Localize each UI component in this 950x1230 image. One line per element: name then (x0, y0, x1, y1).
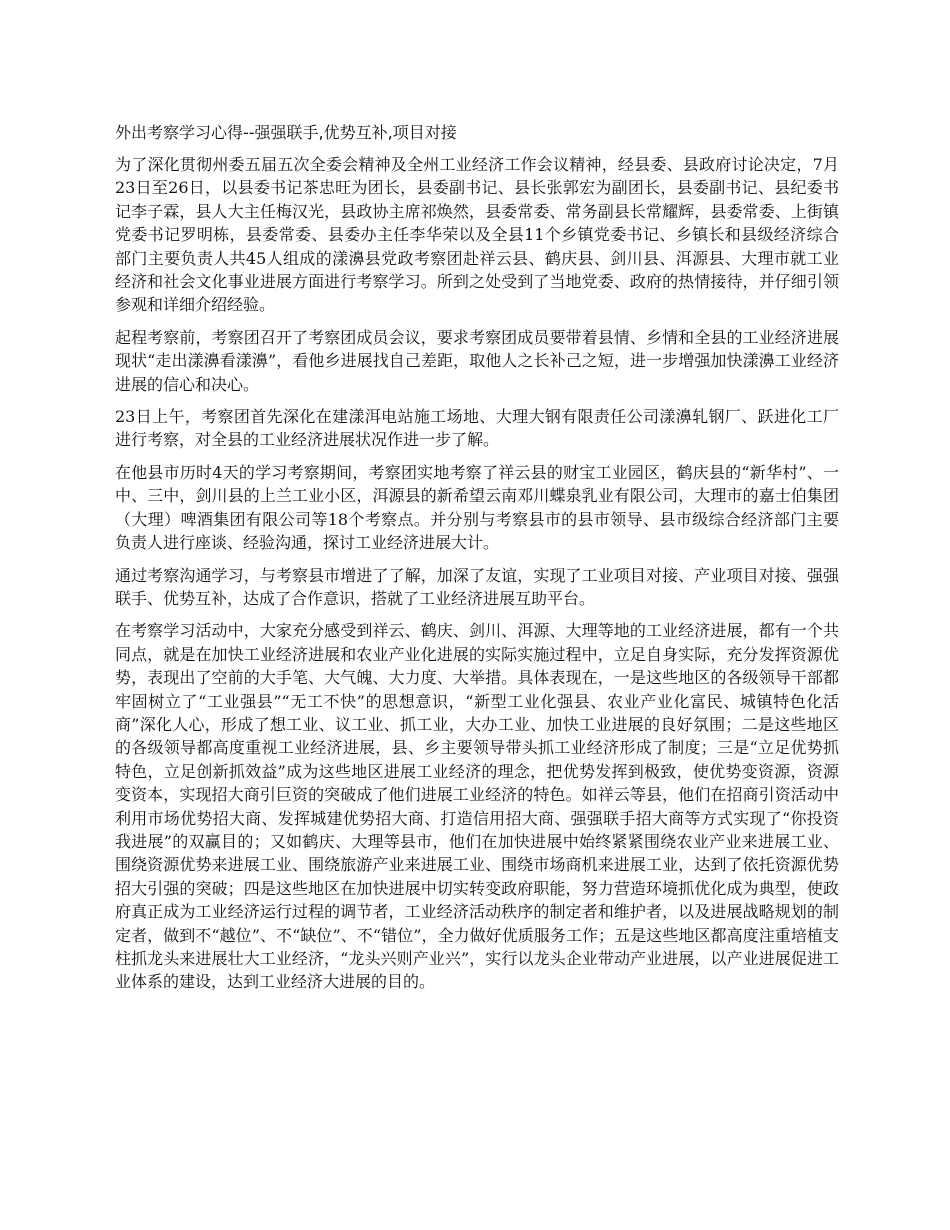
paragraph-observations: 在考察学习活动中，大家充分感受到祥云、鹤庆、剑川、洱源、大理等地的工业经济进展，都有一个共同点，就是在加快工业经济进展和农业产业化进展的实际实施过程中，立足自身实际，充分发挥资源优势，表现出了空前的大手笔、大气魄、大力度、大举措。具体表现在，一是这些地区的各级领导干部都牢固树立了“工业强县”“无工不快”的思想意识，“新型工业化强县、农业产业化富民、城镇特色化活商”深化人心，形成了想工业、议工业、抓工业，大办工业、加快工业进展的良好氛围；二是这些地区的各级领导都高度重视工业经济进展，县、乡主要领导带头抓工业经济形成了制度；三是“立足优势抓特色，立足创新抓效益”成为这些地区进展工业经济的理念，把优势发挥到极致，使优势变资源，资源变资本，实现招大商引巨资的突破成了他们进展工业经济的特色。如祥云等县，他们在招商引资活动中利用市场优势招大商、发挥城建优势招大商、打造信用招大商、强强联手招大商等方式实现了“你投资我进展”的双赢目的；又如鹤庆、大理等县市，他们在加快进展中始终紧紧围绕农业产业来进展工业、围绕资源优势来进展工业、围绕旅游产业来进展工业、围绕市场商机来进展工业，达到了依托资源优势招大引强的突破；四是这些地区在加快进展中切实转变政府职能，努力营造环境抓优化成为典型，使政府真正成为工业经济运行过程的调节者，工业经济活动秩序的制定者和维护者，以及进展战略规划的制定者，做到不“越位”、不“缺位”、不“错位”，全力做好优质服务工作；五是这些地区都高度注重培植支柱抓龙头来进展壮大工业经济，“龙头兴则产业兴”，实行以龙头企业带动产业进展，以产业进展促进工业体系的建设，达到工业经济大进展的目的。 (115, 621, 839, 992)
paragraph-first-day: 23日上午，考察团首先深化在建漾洱电站施工场地、大理大钢有限责任公司漾濞轧钢厂、跃进化工厂进行考察，对全县的工业经济进展状况作进一步了解。 (115, 407, 839, 450)
paragraph-four-day-visit: 在他县市历时4天的学习考察期间，考察团实地考察了祥云县的财宝工业园区，鹤庆县的“新华村”、一中、三中，剑川县的上兰工业小区，洱源县的新希望云南邓川蝶泉乳业有限公司，大理市的嘉士伯集团（大理）啤酒集团有限公司等18个考察点。并分别与考察县市的县市领导、县市级综合经济部门主要负责人进行座谈、经验沟通，探讨工业经济进展大计。 (115, 462, 839, 553)
paragraph-pre-trip-meeting: 起程考察前，考察团召开了考察团成员会议，要求考察团成员要带着县情、乡情和全县的工业经济进展现状“走出漾濞看漾濞”，看他乡进展找自己差距，取他人之长补己之短，进一步增强加快漾濞工业经济进展的信心和决心。 (115, 327, 839, 394)
paragraph-intro: 为了深化贯彻州委五届五次全委会精神及全州工业经济工作会议精神，经县委、县政府讨论决定，7月23日至26日，以县委书记茶忠旺为团长，县委副书记、县长张郭宏为副团长，县委副书记、县纪委书记李子霖，县人大主任梅汉光，县政协主席祁焕然，县委常委、常务副县长常耀辉，县委常委、上街镇党委书记罗明栋，县委常委、县委办主任李华荣以及全县11个乡镇党委书记、乡镇长和县级经济综合部门主要负责人共45人组成的漾濞县党政考察团赴祥云县、鹤庆县、剑川县、洱源县、大理市就工业经济和社会文化事业进展方面进行考察学习。所到之处受到了当地党委、政府的热情接待，并仔细引领参观和详细介绍经验。 (115, 155, 839, 315)
document-page (115, 121, 839, 1003)
paragraph-outcomes: 通过考察沟通学习，与考察县市增进了了解，加深了友谊，实现了工业项目对接、产业项目对接、强强联手、优势互补，达成了合作意识，搭就了工业经济进展互助平台。 (115, 565, 839, 608)
document-title: 外出考察学习心得--强强联手,优势互补,项目对接 (115, 123, 457, 142)
